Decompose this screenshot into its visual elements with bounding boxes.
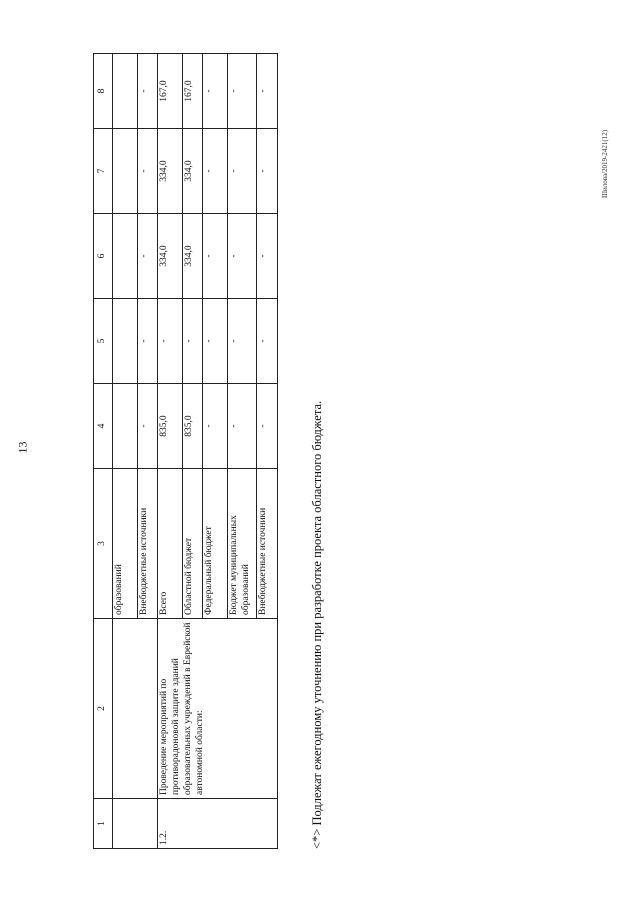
source-cell: Внебюджетные источники: [138, 469, 158, 619]
value-cell: -: [138, 214, 158, 299]
rotated-table-area: [93, 54, 324, 849]
column-header: 6: [94, 214, 113, 299]
value-cell: -: [257, 299, 278, 384]
value-cell: -: [203, 384, 228, 469]
value-cell: -: [138, 54, 158, 129]
column-number-row: [94, 54, 113, 849]
source-cell: Внебюджетные источники: [257, 469, 278, 619]
column-header: 3: [94, 469, 113, 619]
value-cell: -: [257, 129, 278, 214]
document-code: Шилова/2019-2421(12): [601, 129, 609, 199]
column-header: 2: [94, 619, 113, 799]
item-number-cell: [113, 799, 158, 849]
value-cell: [113, 129, 138, 214]
value-cell: 835,0: [158, 384, 183, 469]
value-cell: -: [228, 299, 257, 384]
item-number-cell: 1.2.: [158, 799, 278, 849]
value-cell: [113, 54, 138, 129]
value-cell: -: [228, 384, 257, 469]
column-header: 1: [94, 799, 113, 849]
source-cell: Бюджет муниципальных образований: [228, 469, 257, 619]
source-cell: Областной бюджет: [183, 469, 203, 619]
item-title-cell: Проведение мероприятий по противорадоновой защите зданий образовательных учреждений в Еврейской автономной области:: [158, 619, 278, 799]
column-header: 7: [94, 129, 113, 214]
value-cell: -: [203, 299, 228, 384]
value-cell: -: [183, 299, 203, 384]
column-header: 4: [94, 384, 113, 469]
page-number: 13: [15, 441, 30, 454]
value-cell: 167,0: [158, 54, 183, 129]
value-cell: 334,0: [158, 214, 183, 299]
value-cell: [113, 299, 138, 384]
value-cell: -: [138, 299, 158, 384]
column-header: 5: [94, 299, 113, 384]
value-cell: 334,0: [158, 129, 183, 214]
value-cell: [113, 384, 138, 469]
value-cell: -: [257, 54, 278, 129]
value-cell: -: [138, 384, 158, 469]
value-cell: -: [228, 129, 257, 214]
value-cell: -: [203, 129, 228, 214]
column-header: 8: [94, 54, 113, 129]
source-cell: Всего: [158, 469, 183, 619]
table-row: [113, 54, 138, 849]
value-cell: -: [203, 214, 228, 299]
value-cell: [113, 214, 138, 299]
value-cell: -: [228, 214, 257, 299]
value-cell: -: [257, 214, 278, 299]
value-cell: -: [228, 54, 257, 129]
value-cell: -: [138, 129, 158, 214]
funding-table: [93, 53, 278, 849]
value-cell: 334,0: [183, 129, 203, 214]
value-cell: -: [158, 299, 183, 384]
table-row: [158, 54, 183, 849]
value-cell: 835,0: [183, 384, 203, 469]
item-title-cell: [113, 619, 158, 799]
source-cell: образований: [113, 469, 138, 619]
footnote: <*> Подлежат ежегодному уточнению при разработке проекта областного бюджета.: [310, 400, 324, 849]
value-cell: 167,0: [183, 54, 203, 129]
source-cell: Федеральный бюджет: [203, 469, 228, 619]
value-cell: -: [257, 384, 278, 469]
value-cell: -: [203, 54, 228, 129]
value-cell: 334,0: [183, 214, 203, 299]
